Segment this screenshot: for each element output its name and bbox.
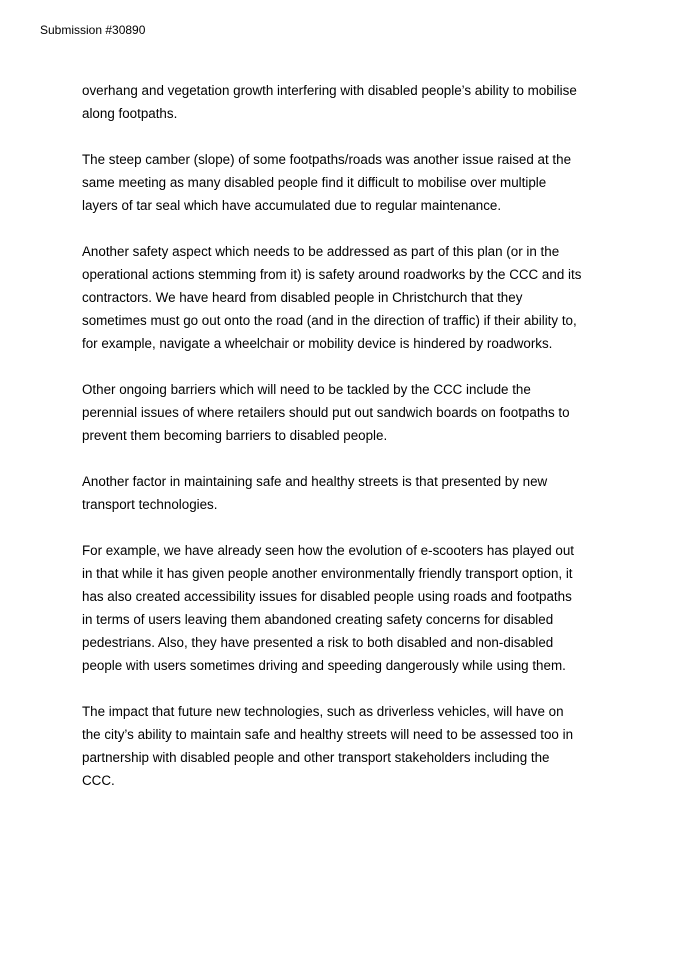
text-line: same meeting as many disabled people find it difficult to mobilise over multiple xyxy=(82,175,547,190)
text-line: Another factor in maintaining safe and healthy streets is that presented by new xyxy=(82,474,548,489)
text-line: has also created accessibility issues for disabled people using roads and footpaths xyxy=(82,589,572,604)
text-line: For example, we have already seen how the evolution of e-scooters has played out xyxy=(82,543,575,558)
text-line: in that while it has given people another environmentally friendly transport option, it xyxy=(82,566,573,581)
text-line: for example, navigate a wheelchair or mobility device is hindered by roadworks. xyxy=(82,336,553,351)
text-line: prevent them becoming barriers to disabled people. xyxy=(82,428,388,443)
text-line: contractors. We have heard from disabled people in Christchurch that they xyxy=(82,290,523,305)
text-line: partnership with disabled people and other transport stakeholders including the xyxy=(82,750,550,765)
paragraph-e-scooters xyxy=(82,539,602,677)
text-line: Another safety aspect which needs to be addressed as part of this plan (or in the xyxy=(82,244,560,259)
text-line: sometimes must go out onto the road (and in the direction of traffic) if their ability to, xyxy=(82,313,577,328)
text-line: layers of tar seal which have accumulated due to regular maintenance. xyxy=(82,198,502,213)
paragraph-driverless-vehicles xyxy=(82,700,602,792)
paragraph-sandwich-boards xyxy=(82,378,602,447)
text-line: people with users sometimes driving and speeding dangerously while using them. xyxy=(82,658,566,673)
text-line: operational actions stemming from it) is safety around roadworks by the CCC and its xyxy=(82,267,582,282)
text-line: CCC. xyxy=(82,773,115,788)
text-line: Other ongoing barriers which will need to be tackled by the CCC include the xyxy=(82,382,531,397)
submission-header: Submission #30890 xyxy=(40,23,146,37)
document-body xyxy=(82,79,602,815)
paragraph-steep-camber xyxy=(82,148,602,217)
text-line: in terms of users leaving them abandoned creating safety concerns for disabled xyxy=(82,612,554,627)
text-line: the city’s ability to maintain safe and healthy streets will need to be assessed too in xyxy=(82,727,574,742)
text-line: The steep camber (slope) of some footpaths/roads was another issue raised at the xyxy=(82,152,572,167)
paragraph-roadworks-safety xyxy=(82,240,602,355)
text-line: overhang and vegetation growth interfering with disabled people’s ability to mobilise xyxy=(82,83,577,98)
text-line: The impact that future new technologies, such as driverless vehicles, will have on xyxy=(82,704,564,719)
text-line: pedestrians. Also, they have presented a risk to both disabled and non-disabled xyxy=(82,635,554,650)
text-line: along footpaths. xyxy=(82,106,178,121)
paragraph-transport-technologies xyxy=(82,470,602,516)
text-line: perennial issues of where retailers should put out sandwich boards on footpaths to xyxy=(82,405,570,420)
text-line: transport technologies. xyxy=(82,497,218,512)
paragraph-footpath-overhang xyxy=(82,79,602,125)
